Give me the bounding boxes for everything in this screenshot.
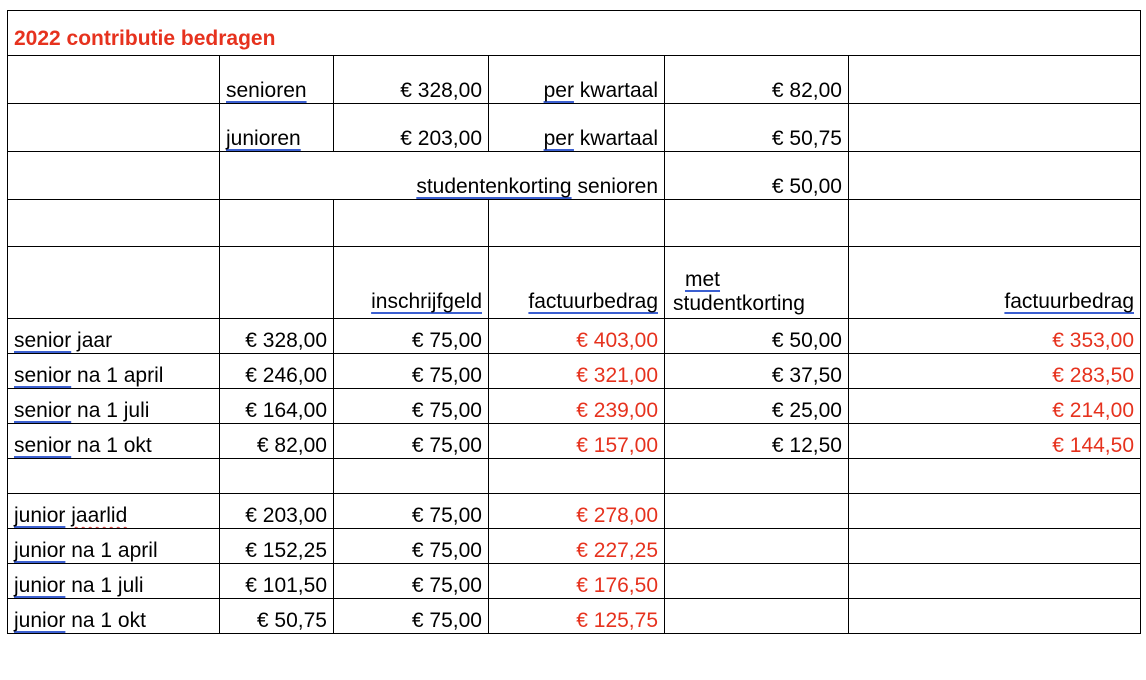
header-inschrijfgeld[interactable] (334, 247, 489, 319)
cell[interactable] (8, 56, 220, 104)
fee-cell[interactable]: € 152,25 (220, 529, 334, 564)
cell[interactable] (665, 529, 849, 564)
factuurbedrag-text: factuurbedrag (528, 290, 658, 313)
fee-cell[interactable]: € 82,00 (220, 424, 334, 459)
table-row (8, 529, 1141, 564)
category-word: junior (14, 539, 66, 562)
cell[interactable] (665, 200, 849, 247)
spreadsheet-table (7, 10, 1141, 634)
cell[interactable] (665, 494, 849, 529)
senioren-amount[interactable]: € 328,00 (334, 56, 489, 104)
senioren-quarter-amount[interactable]: € 82,00 (665, 56, 849, 104)
sheet-title[interactable]: 2022 contributie bedragen (8, 11, 1141, 56)
cell[interactable] (334, 459, 489, 494)
summary-row-junioren (8, 104, 1141, 152)
cell[interactable] (334, 200, 489, 247)
cell[interactable] (849, 459, 1141, 494)
entry-cell[interactable]: € 75,00 (334, 354, 489, 389)
entry-cell[interactable]: € 75,00 (334, 529, 489, 564)
fee-cell[interactable]: € 328,00 (220, 319, 334, 354)
category-word: senior (14, 399, 72, 422)
header-met-studentkorting[interactable] (665, 247, 849, 319)
cell[interactable] (849, 200, 1141, 247)
cell[interactable] (489, 459, 665, 494)
period-text: jaar (77, 329, 113, 352)
factuurbedrag2-text: factuurbedrag (1004, 290, 1134, 313)
per-word: per (543, 127, 574, 150)
category-word: senior (14, 364, 72, 387)
fee-cell[interactable]: € 164,00 (220, 389, 334, 424)
discount-label-cell[interactable] (220, 152, 665, 200)
category-word: junior (14, 574, 66, 597)
cell[interactable] (220, 200, 334, 247)
period-text: jaarlid (71, 504, 128, 527)
table-row (8, 424, 1141, 459)
summary-row-senioren (8, 56, 1141, 104)
row-label[interactable] (8, 529, 220, 564)
cell[interactable] (489, 200, 665, 247)
table-row (8, 389, 1141, 424)
period-text: na 1 okt (71, 609, 146, 632)
invoice-cell[interactable]: € 278,00 (489, 494, 665, 529)
senioren-word: senioren (577, 175, 658, 198)
cell[interactable] (665, 459, 849, 494)
cell[interactable] (8, 247, 220, 319)
entry-cell[interactable]: € 75,00 (334, 389, 489, 424)
entry-cell[interactable]: € 75,00 (334, 599, 489, 634)
invoice2-cell[interactable]: € 283,50 (849, 354, 1141, 389)
fee-cell[interactable]: € 50,75 (220, 599, 334, 634)
header-row (8, 247, 1141, 319)
row-label[interactable] (8, 354, 220, 389)
invoice-cell[interactable]: € 321,00 (489, 354, 665, 389)
table-row (8, 564, 1141, 599)
cell[interactable] (849, 599, 1141, 634)
studentkorting-text: studentkorting (673, 292, 805, 315)
row-label[interactable] (8, 389, 220, 424)
cell[interactable] (849, 56, 1141, 104)
entry-cell[interactable]: € 75,00 (334, 424, 489, 459)
per-word: per (543, 79, 574, 102)
period-text: na 1 april (77, 364, 164, 387)
invoice-cell[interactable]: € 125,75 (489, 599, 665, 634)
table-row (8, 319, 1141, 354)
category-word: junior (14, 504, 66, 527)
cell[interactable] (220, 459, 334, 494)
entry-cell[interactable]: € 75,00 (334, 319, 489, 354)
cell-per-kwartaal[interactable] (489, 104, 665, 152)
period-text: na 1 okt (77, 434, 152, 457)
row-label[interactable] (8, 494, 220, 529)
fee-cell[interactable]: € 101,50 (220, 564, 334, 599)
period-text: na 1 april (71, 539, 158, 562)
studentenkorting-word: studentenkorting (416, 175, 572, 198)
korting-cell[interactable]: € 50,00 (665, 319, 849, 354)
invoice-cell[interactable]: € 403,00 (489, 319, 665, 354)
inschrijfgeld-text: inschrijfgeld (371, 290, 482, 313)
invoice2-cell[interactable]: € 353,00 (849, 319, 1141, 354)
invoice2-cell[interactable]: € 144,50 (849, 424, 1141, 459)
header-factuurbedrag[interactable] (489, 247, 665, 319)
korting-cell[interactable]: € 25,00 (665, 389, 849, 424)
summary-row-discount (8, 152, 1141, 200)
entry-cell[interactable]: € 75,00 (334, 494, 489, 529)
met-text: met (685, 268, 721, 291)
fee-cell[interactable]: € 246,00 (220, 354, 334, 389)
table-row (8, 599, 1141, 634)
met-line (671, 268, 842, 292)
cell[interactable] (849, 104, 1141, 152)
table-row (8, 494, 1141, 529)
period-text: na 1 juli (71, 574, 144, 597)
discount-amount[interactable]: € 50,00 (665, 152, 849, 200)
cell[interactable] (8, 459, 220, 494)
cell[interactable] (665, 564, 849, 599)
period-word: kwartaal (579, 127, 658, 150)
korting-cell[interactable]: € 37,50 (665, 354, 849, 389)
cell[interactable] (8, 104, 220, 152)
empty-row (8, 200, 1141, 247)
row-label[interactable] (8, 564, 220, 599)
junioren-amount[interactable]: € 203,00 (334, 104, 489, 152)
cell[interactable] (849, 152, 1141, 200)
empty-row (8, 459, 1141, 494)
cell[interactable] (8, 200, 220, 247)
category-word: senior (14, 329, 72, 352)
senioren-label: senioren (226, 79, 307, 102)
invoice-cell[interactable]: € 227,25 (489, 529, 665, 564)
table-row (8, 354, 1141, 389)
cell-per-kwartaal[interactable] (489, 56, 665, 104)
junioren-quarter-amount[interactable]: € 50,75 (665, 104, 849, 152)
invoice-cell[interactable]: € 176,50 (489, 564, 665, 599)
cell[interactable] (220, 56, 334, 104)
title-row (8, 11, 1141, 56)
period-word: kwartaal (579, 79, 658, 102)
cell[interactable] (665, 599, 849, 634)
invoice-cell[interactable]: € 157,00 (489, 424, 665, 459)
category-word: junior (14, 609, 66, 632)
junioren-label: junioren (226, 127, 301, 150)
row-label[interactable] (8, 319, 220, 354)
entry-cell[interactable]: € 75,00 (334, 564, 489, 599)
row-label[interactable] (8, 599, 220, 634)
cell[interactable] (220, 247, 334, 319)
invoice2-cell[interactable]: € 214,00 (849, 389, 1141, 424)
period-text: na 1 juli (77, 399, 150, 422)
cell[interactable] (849, 564, 1141, 599)
invoice-cell[interactable]: € 239,00 (489, 389, 665, 424)
cell[interactable] (220, 104, 334, 152)
cell[interactable] (849, 529, 1141, 564)
cell[interactable] (849, 494, 1141, 529)
category-word: senior (14, 434, 72, 457)
fee-cell[interactable]: € 203,00 (220, 494, 334, 529)
korting-cell[interactable]: € 12,50 (665, 424, 849, 459)
cell[interactable] (8, 152, 220, 200)
header-factuurbedrag-2[interactable] (849, 247, 1141, 319)
row-label[interactable] (8, 424, 220, 459)
